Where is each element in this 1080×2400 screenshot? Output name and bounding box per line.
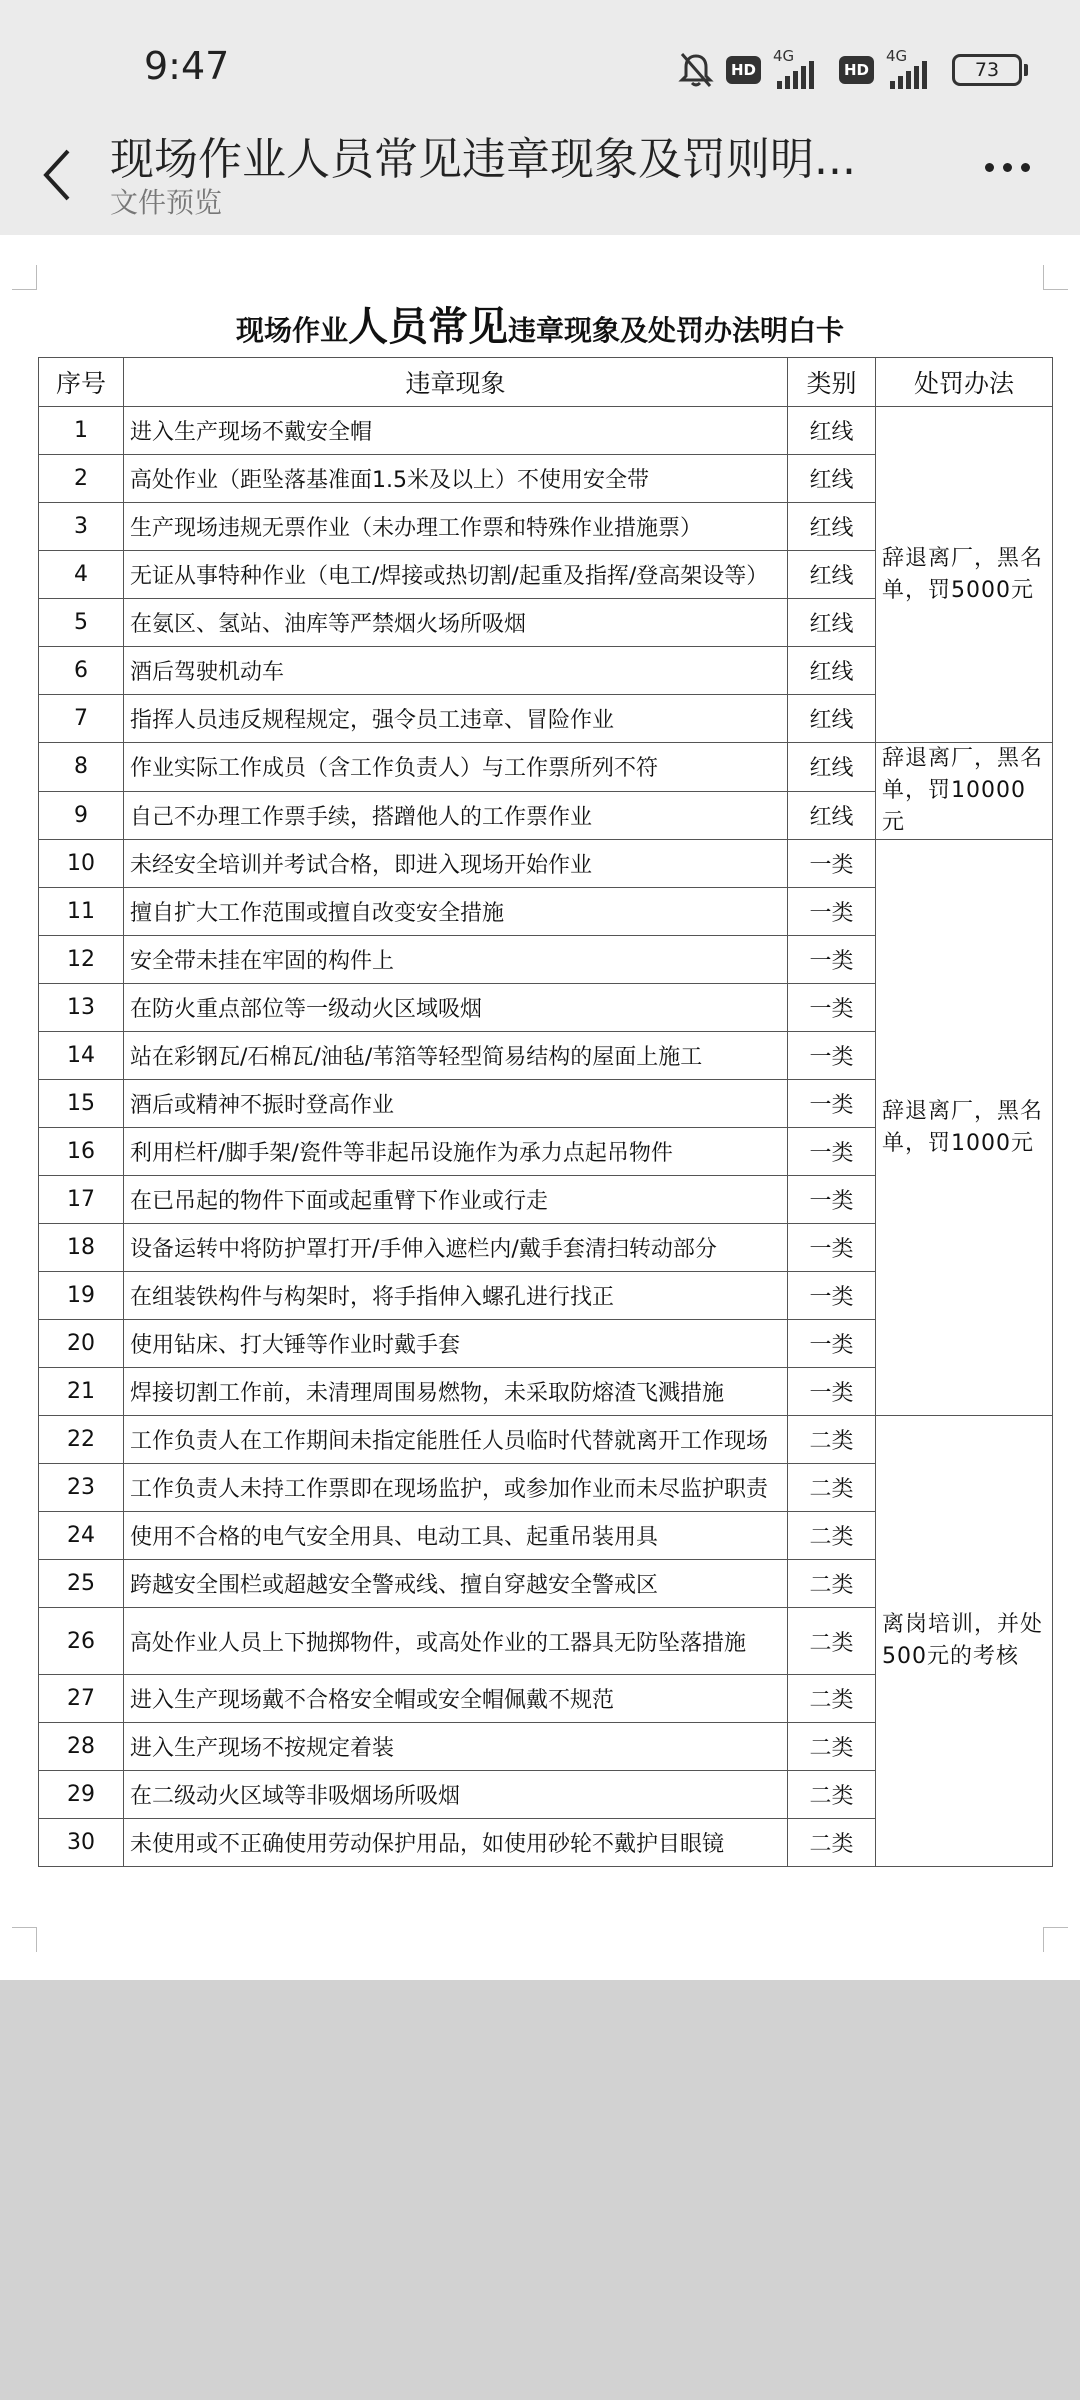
row-number: 3 bbox=[39, 503, 124, 551]
violation-text: 未经安全培训并考试合格，即进入现场开始作业 bbox=[124, 840, 788, 888]
row-number: 25 bbox=[39, 1560, 124, 1608]
table-row bbox=[39, 1416, 1053, 1464]
empty-preview-area bbox=[0, 1980, 1080, 2400]
page-corner-mark bbox=[1043, 1927, 1068, 1952]
table-header-row bbox=[39, 358, 1053, 407]
violation-text: 在防火重点部位等一级动火区域吸烟 bbox=[124, 984, 788, 1032]
category-cell: 红线 bbox=[788, 599, 876, 647]
category-cell: 红线 bbox=[788, 791, 876, 840]
battery-icon bbox=[952, 54, 1022, 86]
penalty-cell: 辞退离厂，黑名单，罚1000元 bbox=[876, 840, 1053, 1416]
row-number: 4 bbox=[39, 551, 124, 599]
category-cell: 一类 bbox=[788, 1272, 876, 1320]
violation-text: 工作负责人在工作期间未指定能胜任人员临时代替就离开工作现场 bbox=[124, 1416, 788, 1464]
page-corner-mark bbox=[1043, 265, 1068, 290]
category-cell: 红线 bbox=[788, 647, 876, 695]
violation-text: 酒后或精神不振时登高作业 bbox=[124, 1080, 788, 1128]
violation-text: 自己不办理工作票手续，搭蹭他人的工作票作业 bbox=[124, 791, 788, 840]
violation-text: 未使用或不正确使用劳动保护用品，如使用砂轮不戴护目眼镜 bbox=[124, 1819, 788, 1867]
category-cell: 一类 bbox=[788, 984, 876, 1032]
card-title-part-3: 违章现象及处罚办法明白卡 bbox=[508, 314, 845, 347]
row-number: 8 bbox=[39, 743, 124, 792]
signal-icon-2 bbox=[884, 49, 942, 91]
category-cell: 一类 bbox=[788, 1320, 876, 1368]
violation-text: 设备运转中将防护罩打开/手伸入遮栏内/戴手套清扫转动部分 bbox=[124, 1224, 788, 1272]
violation-text: 指挥人员违反规程规定，强令员工违章、冒险作业 bbox=[124, 695, 788, 743]
penalty-cell: 辞退离厂，黑名单，罚5000元 bbox=[876, 407, 1053, 743]
category-cell: 一类 bbox=[788, 888, 876, 936]
violation-text: 进入生产现场戴不合格安全帽或安全帽佩戴不规范 bbox=[124, 1675, 788, 1723]
category-cell: 一类 bbox=[788, 1176, 876, 1224]
category-cell: 一类 bbox=[788, 1032, 876, 1080]
status-icons bbox=[676, 46, 1022, 94]
category-cell: 二类 bbox=[788, 1723, 876, 1771]
row-number: 10 bbox=[39, 840, 124, 888]
header-penalty: 处罚办法 bbox=[876, 358, 1053, 407]
table-row bbox=[39, 407, 1053, 455]
category-cell: 一类 bbox=[788, 936, 876, 984]
hd-badge-2: HD bbox=[839, 56, 874, 84]
network-type-2: 4G bbox=[886, 47, 908, 65]
row-number: 29 bbox=[39, 1771, 124, 1819]
violation-text: 站在彩钢瓦/石棉瓦/油毡/苇箔等轻型简易结构的屋面上施工 bbox=[124, 1032, 788, 1080]
violation-text: 高处作业（距坠落基准面1.5米及以上）不使用安全带 bbox=[124, 455, 788, 503]
card-title bbox=[0, 295, 1080, 352]
violation-text: 跨越安全围栏或超越安全警戒线、擅自穿越安全警戒区 bbox=[124, 1560, 788, 1608]
row-number: 20 bbox=[39, 1320, 124, 1368]
row-number: 17 bbox=[39, 1176, 124, 1224]
app-title-bar bbox=[0, 115, 1080, 235]
category-cell: 红线 bbox=[788, 695, 876, 743]
violation-text: 擅自扩大工作范围或擅自改变安全措施 bbox=[124, 888, 788, 936]
violation-text: 工作负责人未持工作票即在现场监护，或参加作业而未尽监护职责 bbox=[124, 1464, 788, 1512]
violation-text: 使用钻床、打大锤等作业时戴手套 bbox=[124, 1320, 788, 1368]
row-number: 22 bbox=[39, 1416, 124, 1464]
page-corner-mark bbox=[12, 1927, 37, 1952]
header-violation: 违章现象 bbox=[124, 358, 788, 407]
category-cell: 二类 bbox=[788, 1560, 876, 1608]
violation-text: 高处作业人员上下抛掷物件，或高处作业的工器具无防坠落措施 bbox=[124, 1608, 788, 1675]
row-number: 9 bbox=[39, 791, 124, 840]
table-row bbox=[39, 743, 1053, 792]
header-category: 类别 bbox=[788, 358, 876, 407]
row-number: 5 bbox=[39, 599, 124, 647]
violation-text: 进入生产现场不戴安全帽 bbox=[124, 407, 788, 455]
category-cell: 二类 bbox=[788, 1464, 876, 1512]
category-cell: 二类 bbox=[788, 1512, 876, 1560]
hd-badge-1: HD bbox=[726, 56, 761, 84]
category-cell: 一类 bbox=[788, 840, 876, 888]
category-cell: 二类 bbox=[788, 1675, 876, 1723]
row-number: 30 bbox=[39, 1819, 124, 1867]
card-title-part-2: 人员常见 bbox=[348, 304, 508, 350]
row-number: 2 bbox=[39, 455, 124, 503]
row-number: 23 bbox=[39, 1464, 124, 1512]
category-cell: 二类 bbox=[788, 1608, 876, 1675]
violation-text: 作业实际工作成员（含工作负责人）与工作票所列不符 bbox=[124, 743, 788, 792]
card-title-part-1: 现场作业 bbox=[235, 314, 348, 347]
category-cell: 一类 bbox=[788, 1080, 876, 1128]
row-number: 1 bbox=[39, 407, 124, 455]
more-options-icon[interactable] bbox=[985, 163, 1030, 172]
status-bar bbox=[0, 0, 1080, 115]
violation-text: 在氨区、氢站、油库等严禁烟火场所吸烟 bbox=[124, 599, 788, 647]
penalty-cell: 离岗培训，并处500元的考核 bbox=[876, 1416, 1053, 1867]
row-number: 24 bbox=[39, 1512, 124, 1560]
violation-text: 使用不合格的电气安全用具、电动工具、起重吊装用具 bbox=[124, 1512, 788, 1560]
row-number: 15 bbox=[39, 1080, 124, 1128]
category-cell: 红线 bbox=[788, 503, 876, 551]
row-number: 12 bbox=[39, 936, 124, 984]
signal-icon-1 bbox=[771, 49, 829, 91]
row-number: 11 bbox=[39, 888, 124, 936]
row-number: 19 bbox=[39, 1272, 124, 1320]
row-number: 21 bbox=[39, 1368, 124, 1416]
category-cell: 一类 bbox=[788, 1128, 876, 1176]
violation-text: 在已吊起的物件下面或起重臂下作业或行走 bbox=[124, 1176, 788, 1224]
document-page bbox=[0, 235, 1080, 1980]
row-number: 13 bbox=[39, 984, 124, 1032]
violation-text: 进入生产现场不按规定着装 bbox=[124, 1723, 788, 1771]
category-cell: 二类 bbox=[788, 1416, 876, 1464]
category-cell: 红线 bbox=[788, 551, 876, 599]
document-title: 现场作业人员常见违章现象及罚则明... bbox=[110, 134, 856, 185]
row-number: 7 bbox=[39, 695, 124, 743]
status-time: 9:47 bbox=[144, 44, 230, 88]
category-cell: 二类 bbox=[788, 1771, 876, 1819]
row-number: 27 bbox=[39, 1675, 124, 1723]
header-no: 序号 bbox=[39, 358, 124, 407]
violation-text: 在二级动火区域等非吸烟场所吸烟 bbox=[124, 1771, 788, 1819]
violation-table bbox=[38, 357, 1053, 1867]
category-cell: 一类 bbox=[788, 1368, 876, 1416]
row-number: 28 bbox=[39, 1723, 124, 1771]
row-number: 26 bbox=[39, 1608, 124, 1675]
network-type-1: 4G bbox=[772, 47, 795, 65]
violation-text: 无证从事特种作业（电工/焊接或热切割/起重及指挥/登高架设等） bbox=[124, 551, 788, 599]
bell-muted-icon bbox=[676, 50, 716, 90]
violation-text: 利用栏杆/脚手架/瓷件等非起吊设施作为承力点起吊物件 bbox=[124, 1128, 788, 1176]
violation-text: 安全带未挂在牢固的构件上 bbox=[124, 936, 788, 984]
battery-level: 73 bbox=[974, 59, 1000, 81]
category-cell: 红线 bbox=[788, 455, 876, 503]
penalty-cell: 辞退离厂，黑名单，罚10000元 bbox=[876, 743, 1053, 840]
violation-text: 酒后驾驶机动车 bbox=[124, 647, 788, 695]
row-number: 18 bbox=[39, 1224, 124, 1272]
document-subtitle: 文件预览 bbox=[110, 186, 223, 219]
category-cell: 红线 bbox=[788, 407, 876, 455]
category-cell: 一类 bbox=[788, 1224, 876, 1272]
table-row bbox=[39, 840, 1053, 888]
page-corner-mark bbox=[12, 265, 37, 290]
row-number: 14 bbox=[39, 1032, 124, 1080]
violation-text: 在组装铁构件与构架时，将手指伸入螺孔进行找正 bbox=[124, 1272, 788, 1320]
row-number: 16 bbox=[39, 1128, 124, 1176]
violation-text: 焊接切割工作前，未清理周围易燃物，未采取防熔渣飞溅措施 bbox=[124, 1368, 788, 1416]
category-cell: 二类 bbox=[788, 1819, 876, 1867]
violation-text: 生产现场违规无票作业（未办理工作票和特殊作业措施票） bbox=[124, 503, 788, 551]
back-arrow-icon[interactable] bbox=[38, 145, 78, 205]
category-cell: 红线 bbox=[788, 743, 876, 792]
row-number: 6 bbox=[39, 647, 124, 695]
